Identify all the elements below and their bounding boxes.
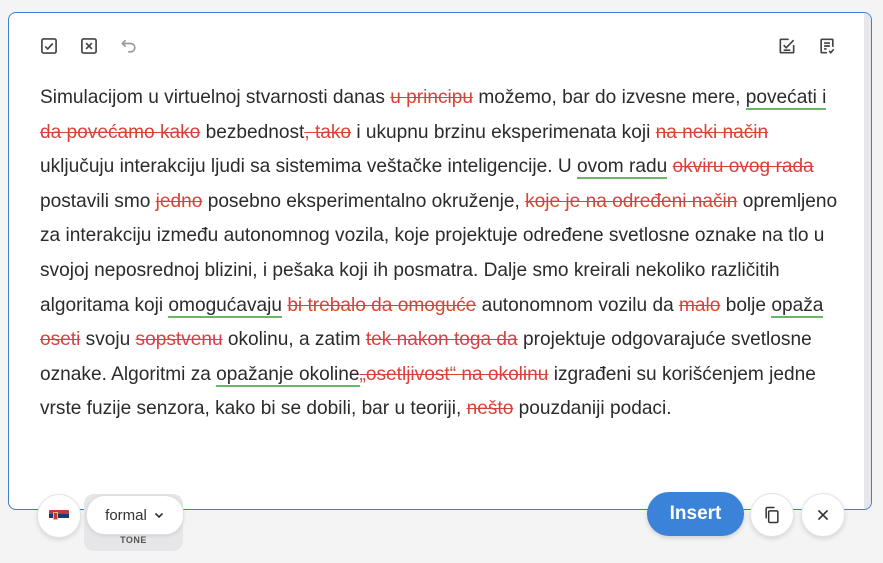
close-icon <box>813 505 833 525</box>
suggested-deletion[interactable]: „osetljivost“ na okolinu <box>359 363 549 385</box>
review-changes-icon[interactable] <box>776 35 798 57</box>
suggested-deletion[interactable]: , tako <box>304 121 352 143</box>
copy-icon <box>762 505 782 525</box>
tone-value: formal <box>105 506 147 524</box>
suggested-insertion[interactable]: omogućavaju <box>168 294 282 316</box>
chevron-down-icon <box>153 509 165 521</box>
copy-button[interactable] <box>750 493 794 537</box>
text-run: možemo, bar do izvesne mere, <box>473 87 746 108</box>
suggested-deletion[interactable]: da povećamo kako <box>40 121 201 143</box>
close-button[interactable] <box>801 493 845 537</box>
suggestion-panel <box>8 12 872 510</box>
text-run: svoju <box>80 329 136 351</box>
text-run: izgrađeni su korišćenjem jedne vrste fuzije senzora, kako bi se dobili, bar u teoriji, <box>40 363 816 420</box>
suggestion-text <box>40 81 840 427</box>
text-run: i ukupnu brzinu eksperimenata koji <box>351 121 656 143</box>
suggested-insertion[interactable]: ovom radu <box>576 156 668 178</box>
text-run: bezbednost <box>200 121 305 143</box>
scrollbar[interactable] <box>864 13 871 509</box>
text-run: opremljeno za interakciju između autonomnog vozila, koje projektuje određene svetlosne oznake na tlo u svojoj neposrednoj blizini, i pešaka koji ih posmatra. Dalje smo kreirali nekoliko različitih algoritama koji <box>40 190 838 316</box>
accept-all-icon[interactable] <box>38 35 60 57</box>
suggested-insertion[interactable]: opažanje okoline <box>216 363 360 385</box>
document-check-icon[interactable] <box>816 35 838 57</box>
suggested-deletion[interactable]: tek nakon toga da <box>365 329 518 351</box>
text-run: projektuje odgovarajuće svetlosne oznake. Algoritmi za <box>40 329 812 385</box>
language-button[interactable] <box>37 494 81 538</box>
suggested-deletion[interactable]: oseti <box>40 329 81 351</box>
suggested-deletion[interactable]: sopstvenu <box>135 329 223 351</box>
undo-icon[interactable] <box>118 35 140 57</box>
reject-all-icon[interactable] <box>78 35 100 57</box>
suggested-insertion[interactable]: opaža <box>771 294 824 316</box>
tone-label: TONE <box>120 535 147 545</box>
suggested-insertion[interactable]: povećati i <box>745 87 827 108</box>
suggested-deletion[interactable]: nešto <box>466 398 514 420</box>
suggested-deletion[interactable]: bi trebalo da omoguće <box>287 294 477 316</box>
text-run: okolinu, a zatim <box>222 329 366 351</box>
text-run: autonomnom vozilu da <box>476 294 679 316</box>
text-run: bolje <box>720 294 772 316</box>
insert-button[interactable]: Insert <box>647 492 744 536</box>
suggested-deletion[interactable]: na neki način <box>655 121 769 143</box>
tone-select[interactable] <box>86 495 184 535</box>
text-run: postavili smo <box>40 190 156 212</box>
suggested-deletion[interactable]: jedno <box>155 190 203 212</box>
serbia-flag-icon <box>49 510 69 523</box>
suggested-deletion[interactable]: malo <box>679 294 721 316</box>
text-run: pouzdaniji podaci. <box>513 398 672 420</box>
text-run: posebno eksperimentalno okruženje, <box>202 190 526 212</box>
text-run: uključuju interakciju ljudi sa sistemima veštačke inteligencije. U <box>40 156 577 178</box>
suggested-deletion[interactable]: okviru ovog rada <box>672 156 814 178</box>
text-run: Simulacijom u virtuelnoj stvarnosti danas <box>40 87 391 108</box>
suggested-deletion[interactable]: u principu <box>390 87 474 108</box>
suggested-deletion[interactable]: koje je na određeni način <box>525 190 738 212</box>
